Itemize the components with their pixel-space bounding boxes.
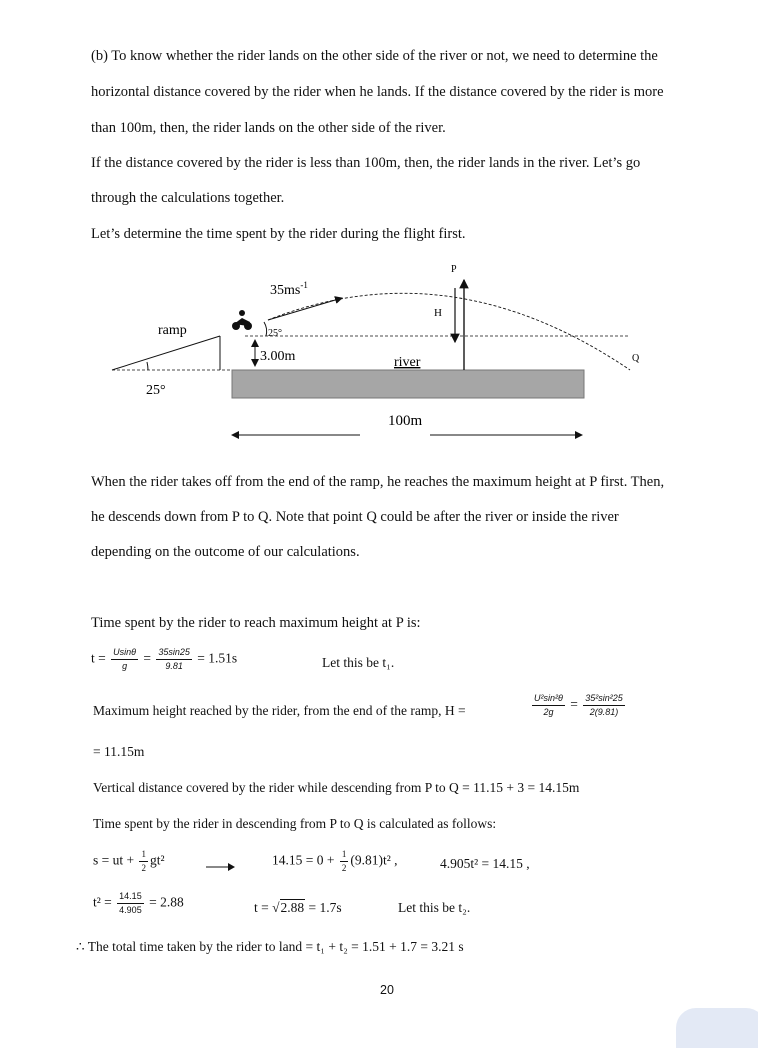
ramp-slope	[112, 336, 220, 370]
paragraph-line: When the rider takes off from the end of the ramp, he reaches the maximum height at P first. Then,	[91, 474, 665, 490]
distance-label: 100m	[388, 413, 423, 429]
t-sqrt-equation: t = √2.88 = 1.7s	[254, 900, 342, 915]
height-label: H	[434, 307, 442, 319]
river-block	[232, 370, 584, 398]
paragraph-line: he descends down from P to Q. Note that point Q could be after the river or inside the river	[91, 509, 619, 525]
corner-overlay	[676, 1008, 758, 1048]
paragraph-line: Let’s determine the time spent by the rider during the flight first.	[91, 226, 466, 242]
kinematic-equation: s = ut + $\frac{1}{2}$ gt²	[93, 849, 165, 873]
page-number: 20	[380, 983, 394, 997]
projectile-diagram	[110, 258, 650, 448]
motorbike-rider-icon	[232, 310, 252, 330]
max-height-text: Maximum height reached by the rider, from the end of the ramp, H =	[93, 703, 466, 718]
trajectory-path	[268, 293, 630, 370]
t1-note: Let this be t₁.	[322, 655, 395, 670]
t2-note: Let this be t₂.	[398, 900, 471, 915]
max-height-result: = 11.15m	[93, 744, 145, 759]
point-q-label: Q	[632, 353, 640, 364]
time-equation: t = $\frac{Usin\theta}{g}$ = $\frac{35\sin 25}{9.81}$ = 1.51s	[91, 647, 238, 671]
speed-label: $35ms^{-1}$	[270, 280, 308, 298]
paragraph-line: If the distance covered by the rider is less than 100m, then, the rider lands in the river. Let’s go	[91, 155, 641, 171]
substitution-equation: 14.15 = 0 + $\frac{1}{2}$ (9.81)t² ,	[272, 849, 398, 873]
launch-angle-label: 25°	[268, 328, 282, 339]
t-squared-equation: t² = $\frac{14.15}{4.905}$ = 2.88	[93, 891, 184, 915]
launch-angle-arc	[264, 322, 267, 336]
paragraph-line: depending on the outcome of our calculations.	[91, 544, 360, 560]
ramp-angle-label: 25°	[146, 383, 166, 398]
drop-height-label: 3.00m	[260, 349, 296, 364]
vertical-distance-line: Vertical distance covered by the rider while descending from P to Q = 11.15 + 3 = 14.15m	[93, 780, 580, 795]
time-heading: Time spent by the rider to reach maximum height at P is:	[91, 615, 421, 631]
implies-arrow-icon	[206, 862, 236, 872]
ramp-label: ramp	[158, 323, 187, 338]
river-label: river	[394, 355, 421, 370]
paragraph-line: (b) To know whether the rider lands on the other side of the river or not, we need to determine the	[91, 48, 658, 64]
descend-heading: Time spent by the rider in descending from P to Q is calculated as follows:	[93, 816, 497, 831]
point-p-label: P	[451, 264, 457, 275]
max-height-formula: $\frac{\text{U²sin²θ}}{2g}$ = $\frac{\text{35²sin²25}}{2(9.81)}$	[534, 693, 623, 717]
solve-equation: 4.905t² = 14.15 ,	[440, 856, 530, 871]
paragraph-line: horizontal distance covered by the rider when he lands. If the distance covered by the rider is more	[91, 84, 664, 100]
ramp-angle-arc	[147, 362, 148, 370]
paragraph-line: than 100m, then, the rider lands on the other side of the river.	[91, 120, 446, 136]
paragraph-line: through the calculations together.	[91, 190, 285, 206]
total-time-line: ∴ The total time taken by the rider to land = t₁ + t₂ = 1.51 + 1.7 = 3.21 s	[76, 939, 464, 954]
